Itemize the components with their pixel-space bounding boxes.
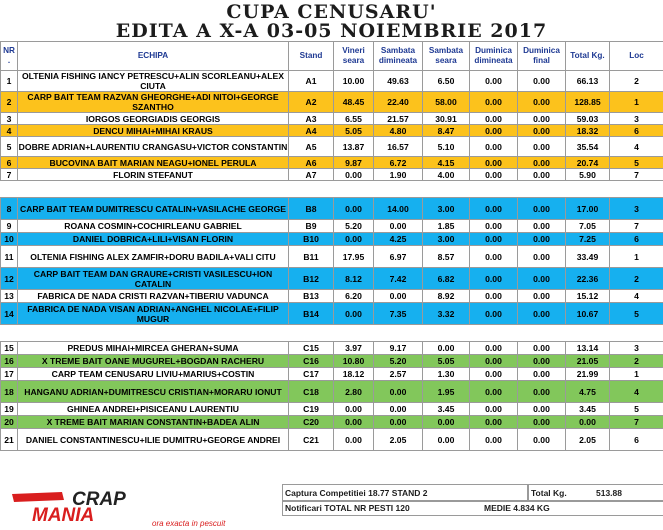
total-value: 513.88 xyxy=(596,488,622,498)
cell-duminica-dimineata: 0.00 xyxy=(470,403,518,416)
cell-loc: 5 xyxy=(610,157,663,169)
cell-total: 7.25 xyxy=(566,233,610,246)
crapmania-logo xyxy=(2,486,280,528)
cell-echipa: OLTENIA FISHING ALEX ZAMFIR+DORU BADILA+VALI CITU xyxy=(18,246,289,268)
cell-duminica-final: 0.00 xyxy=(518,342,566,355)
cell-duminica-dimineata: 0.00 xyxy=(470,416,518,429)
cell-total: 59.03 xyxy=(566,113,610,125)
cell-vineri: 9.87 xyxy=(334,157,374,169)
table-row xyxy=(1,303,663,325)
cell-sambata-dimineata: 2.57 xyxy=(374,368,423,381)
captura-value: 18.77 xyxy=(368,488,390,498)
cell-vineri: 3.97 xyxy=(334,342,374,355)
cell-duminica-dimineata: 0.00 xyxy=(470,290,518,303)
cell-stand: C17 xyxy=(289,368,334,381)
cell-stand: A4 xyxy=(289,125,334,137)
cell-total: 7.05 xyxy=(566,220,610,233)
cell-echipa: X TREME BAIT OANE MUGUREL+BOGDAN RACHERU xyxy=(18,355,289,368)
cell-echipa: GHINEA ANDREI+PISICEANU LAURENTIU xyxy=(18,403,289,416)
cell-total: 33.49 xyxy=(566,246,610,268)
cell-stand: A6 xyxy=(289,157,334,169)
cell-vineri: 6.20 xyxy=(334,290,374,303)
cell-sambata-seara: 3.00 xyxy=(423,198,470,220)
cell-sambata-seara: 0.00 xyxy=(423,342,470,355)
cell-duminica-final: 0.00 xyxy=(518,137,566,157)
cell-total: 35.54 xyxy=(566,137,610,157)
cell-stand: C19 xyxy=(289,403,334,416)
cell-duminica-dimineata: 0.00 xyxy=(470,268,518,290)
cell-vineri: 0.00 xyxy=(334,429,374,451)
cell-sambata-seara: 8.47 xyxy=(423,125,470,137)
cell-nr: 18 xyxy=(1,381,18,403)
cell-nr: 10 xyxy=(1,233,18,246)
cell-duminica-dimineata: 0.00 xyxy=(470,246,518,268)
cell-loc: 4 xyxy=(610,381,663,403)
cell-sambata-seara: 6.50 xyxy=(423,71,470,92)
cell-nr: 16 xyxy=(1,355,18,368)
cell-stand: A2 xyxy=(289,92,334,113)
cell-total: 0.00 xyxy=(566,416,610,429)
cell-nr: 6 xyxy=(1,157,18,169)
page-title: CUPA CENUSARU' xyxy=(226,1,437,23)
cell-echipa: ROANA COSMIN+COCHIRLEANU GABRIEL xyxy=(18,220,289,233)
cell-duminica-final: 0.00 xyxy=(518,157,566,169)
header-total: Total Kg. xyxy=(566,42,610,71)
table-row xyxy=(1,92,663,113)
cell-stand: A5 xyxy=(289,137,334,157)
cell-duminica-final: 0.00 xyxy=(518,169,566,181)
table-row xyxy=(1,342,663,355)
cell-sambata-dimineata: 6.72 xyxy=(374,157,423,169)
cell-loc: 3 xyxy=(610,113,663,125)
cell-nr: 15 xyxy=(1,342,18,355)
cell-nr: 7 xyxy=(1,169,18,181)
cell-nr: 9 xyxy=(1,220,18,233)
cell-vineri: 13.87 xyxy=(334,137,374,157)
cell-loc: 1 xyxy=(610,246,663,268)
cell-duminica-final: 0.00 xyxy=(518,125,566,137)
cell-total: 4.75 xyxy=(566,381,610,403)
cell-duminica-final: 0.00 xyxy=(518,416,566,429)
cell-loc: 6 xyxy=(610,233,663,246)
cell-loc: 3 xyxy=(610,198,663,220)
cell-vineri: 0.00 xyxy=(334,403,374,416)
table-row xyxy=(1,368,663,381)
cell-stand: C16 xyxy=(289,355,334,368)
cell-sambata-seara: 5.10 xyxy=(423,137,470,157)
cell-sambata-dimineata: 1.90 xyxy=(374,169,423,181)
table-row xyxy=(1,416,663,429)
cell-duminica-final: 0.00 xyxy=(518,113,566,125)
cell-vineri: 10.80 xyxy=(334,355,374,368)
cell-sambata-seara: 5.05 xyxy=(423,355,470,368)
cell-duminica-dimineata: 0.00 xyxy=(470,137,518,157)
cell-nr: 2 xyxy=(1,92,18,113)
cell-duminica-final: 0.00 xyxy=(518,381,566,403)
table-row xyxy=(1,71,663,92)
header-sambata-seara: Sambata seara xyxy=(423,42,470,71)
cell-sambata-dimineata: 49.63 xyxy=(374,71,423,92)
cell-sambata-dimineata: 21.57 xyxy=(374,113,423,125)
cell-vineri: 17.95 xyxy=(334,246,374,268)
cell-duminica-final: 0.00 xyxy=(518,429,566,451)
cell-stand: B12 xyxy=(289,268,334,290)
table-row xyxy=(1,233,663,246)
cell-echipa: FABRICA DE NADA CRISTI RAZVAN+TIBERIU VADUNCA xyxy=(18,290,289,303)
cell-vineri: 0.00 xyxy=(334,198,374,220)
cell-total: 13.14 xyxy=(566,342,610,355)
cell-stand: C21 xyxy=(289,429,334,451)
cell-vineri: 6.55 xyxy=(334,113,374,125)
cell-loc: 6 xyxy=(610,429,663,451)
cell-total: 2.05 xyxy=(566,429,610,451)
cell-sambata-seara: 0.00 xyxy=(423,416,470,429)
cell-duminica-dimineata: 0.00 xyxy=(470,368,518,381)
cell-vineri: 5.05 xyxy=(334,125,374,137)
captura-text xyxy=(285,488,428,498)
header-stand: Stand xyxy=(289,42,334,71)
cell-vineri: 48.45 xyxy=(334,92,374,113)
table-row xyxy=(1,113,663,125)
cell-total: 22.36 xyxy=(566,268,610,290)
cell-total: 10.67 xyxy=(566,303,610,325)
cell-sambata-dimineata: 0.00 xyxy=(374,381,423,403)
cell-nr: 1 xyxy=(1,71,18,92)
cell-stand: B11 xyxy=(289,246,334,268)
header-echipa: ECHIPA xyxy=(18,42,289,71)
cell-sambata-seara: 3.00 xyxy=(423,233,470,246)
header-row xyxy=(1,42,663,71)
table-row xyxy=(1,246,663,268)
header-sambata-dimineata: Sambata dimineata xyxy=(374,42,423,71)
cell-stand: B13 xyxy=(289,290,334,303)
cell-sambata-seara: 3.32 xyxy=(423,303,470,325)
cell-duminica-dimineata: 0.00 xyxy=(470,92,518,113)
cell-total: 66.13 xyxy=(566,71,610,92)
cell-sambata-dimineata: 22.40 xyxy=(374,92,423,113)
table-row xyxy=(1,381,663,403)
cell-duminica-dimineata: 0.00 xyxy=(470,429,518,451)
cell-total: 3.45 xyxy=(566,403,610,416)
notificari-label: Notificari TOTAL NR PESTI xyxy=(285,503,394,513)
table-row xyxy=(1,268,663,290)
captura-label: Captura Competitiei xyxy=(285,488,366,498)
notificari-value: 120 xyxy=(395,503,410,513)
cell-duminica-final: 0.00 xyxy=(518,220,566,233)
cell-sambata-dimineata: 6.97 xyxy=(374,246,423,268)
header-duminica-dimineata: Duminica dimineata xyxy=(470,42,518,71)
cell-duminica-dimineata: 0.00 xyxy=(470,71,518,92)
separator-row xyxy=(1,325,663,342)
total-label: Total Kg. xyxy=(531,488,567,498)
medie-label: MEDIE xyxy=(484,503,511,513)
results-table xyxy=(0,41,663,451)
cell-duminica-dimineata: 0.00 xyxy=(470,125,518,137)
cell-duminica-final: 0.00 xyxy=(518,403,566,416)
cell-nr: 12 xyxy=(1,268,18,290)
cell-echipa: CARP TEAM CENUSARU LIVIU+MARIUS+COSTIN xyxy=(18,368,289,381)
cell-duminica-final: 0.00 xyxy=(518,368,566,381)
cell-sambata-dimineata: 5.20 xyxy=(374,355,423,368)
table-row xyxy=(1,169,663,181)
cell-vineri: 5.20 xyxy=(334,220,374,233)
cell-nr: 19 xyxy=(1,403,18,416)
cell-stand: A3 xyxy=(289,113,334,125)
cell-echipa: FLORIN STEFANUT xyxy=(18,169,289,181)
cell-stand: A7 xyxy=(289,169,334,181)
cell-sambata-dimineata: 7.42 xyxy=(374,268,423,290)
cell-sambata-seara: 8.57 xyxy=(423,246,470,268)
cell-sambata-seara: 8.92 xyxy=(423,290,470,303)
logo-tagline: ora exacta in pescuit xyxy=(152,519,226,528)
cell-nr: 3 xyxy=(1,113,18,125)
cell-vineri: 18.12 xyxy=(334,368,374,381)
cell-loc: 4 xyxy=(610,290,663,303)
header-duminica-final: Duminica final xyxy=(518,42,566,71)
cell-duminica-dimineata: 0.00 xyxy=(470,381,518,403)
cell-sambata-seara: 4.15 xyxy=(423,157,470,169)
cell-loc: 7 xyxy=(610,169,663,181)
cell-loc: 2 xyxy=(610,355,663,368)
cell-total: 128.85 xyxy=(566,92,610,113)
notificari-text xyxy=(285,503,410,513)
cell-total: 15.12 xyxy=(566,290,610,303)
cell-echipa: DENCU MIHAI+MIHAI KRAUS xyxy=(18,125,289,137)
cell-nr: 4 xyxy=(1,125,18,137)
cell-total: 17.00 xyxy=(566,198,610,220)
cell-duminica-dimineata: 0.00 xyxy=(470,198,518,220)
cell-sambata-dimineata: 0.00 xyxy=(374,403,423,416)
cell-loc: 7 xyxy=(610,220,663,233)
table-row xyxy=(1,429,663,451)
separator-cell xyxy=(1,181,663,198)
table-row xyxy=(1,403,663,416)
logo-line2: MANIA xyxy=(32,505,95,526)
cell-vineri: 10.00 xyxy=(334,71,374,92)
cell-vineri: 2.80 xyxy=(334,381,374,403)
cell-echipa: X TREME BAIT MARIAN CONSTANTIN+BADEA ALIN xyxy=(18,416,289,429)
cell-echipa: PREDUS MIHAI+MIRCEA GHERAN+SUMA xyxy=(18,342,289,355)
cell-vineri: 0.00 xyxy=(334,169,374,181)
cell-echipa: DOBRE ADRIAN+LAURENTIU CRANGASU+VICTOR CONSTANTIN xyxy=(18,137,289,157)
cell-vineri: 0.00 xyxy=(334,416,374,429)
cell-total: 20.74 xyxy=(566,157,610,169)
cell-nr: 20 xyxy=(1,416,18,429)
logo-line1: CRAP xyxy=(72,489,126,510)
footer xyxy=(0,484,663,530)
cell-nr: 17 xyxy=(1,368,18,381)
cell-sambata-dimineata: 7.35 xyxy=(374,303,423,325)
cell-echipa: DANIEL DOBRICA+LILI+VISAN FLORIN xyxy=(18,233,289,246)
cell-echipa: BUCOVINA BAIT MARIAN NEAGU+IONEL PERULA xyxy=(18,157,289,169)
table-row xyxy=(1,290,663,303)
cell-nr: 21 xyxy=(1,429,18,451)
cell-nr: 13 xyxy=(1,290,18,303)
cell-stand: B9 xyxy=(289,220,334,233)
table-row xyxy=(1,220,663,233)
cell-sambata-dimineata: 0.00 xyxy=(374,220,423,233)
cell-sambata-seara: 3.45 xyxy=(423,403,470,416)
cell-duminica-final: 0.00 xyxy=(518,303,566,325)
cell-sambata-seara: 0.00 xyxy=(423,429,470,451)
cell-total: 5.90 xyxy=(566,169,610,181)
cell-echipa: DANIEL CONSTANTINESCU+ILIE DUMITRU+GEORGE ANDREI xyxy=(18,429,289,451)
header-loc: Loc xyxy=(610,42,663,71)
cell-loc: 2 xyxy=(610,71,663,92)
cell-duminica-dimineata: 0.00 xyxy=(470,233,518,246)
cell-loc: 7 xyxy=(610,416,663,429)
cell-nr: 5 xyxy=(1,137,18,157)
cell-loc: 5 xyxy=(610,303,663,325)
cell-sambata-seara: 1.30 xyxy=(423,368,470,381)
table-row xyxy=(1,125,663,137)
cell-stand: B10 xyxy=(289,233,334,246)
cell-loc: 1 xyxy=(610,92,663,113)
cell-echipa: FABRICA DE NADA VISAN ADRIAN+ANGHEL NICOLAE+FILIP MUGUR xyxy=(18,303,289,325)
cell-sambata-dimineata: 14.00 xyxy=(374,198,423,220)
cell-loc: 3 xyxy=(610,342,663,355)
cell-nr: 8 xyxy=(1,198,18,220)
cell-duminica-dimineata: 0.00 xyxy=(470,157,518,169)
cell-duminica-dimineata: 0.00 xyxy=(470,355,518,368)
cell-total: 21.05 xyxy=(566,355,610,368)
cell-stand: A1 xyxy=(289,71,334,92)
cell-vineri: 0.00 xyxy=(334,233,374,246)
cell-vineri: 8.12 xyxy=(334,268,374,290)
cell-duminica-dimineata: 0.00 xyxy=(470,220,518,233)
cell-sambata-dimineata: 4.80 xyxy=(374,125,423,137)
cell-loc: 6 xyxy=(610,125,663,137)
cell-sambata-seara: 6.82 xyxy=(423,268,470,290)
cell-sambata-dimineata: 4.25 xyxy=(374,233,423,246)
cell-sambata-dimineata: 9.17 xyxy=(374,342,423,355)
cell-sambata-seara: 58.00 xyxy=(423,92,470,113)
cell-loc: 5 xyxy=(610,403,663,416)
cell-loc: 4 xyxy=(610,137,663,157)
cell-sambata-seara: 1.85 xyxy=(423,220,470,233)
cell-total: 18.32 xyxy=(566,125,610,137)
cell-sambata-seara: 1.95 xyxy=(423,381,470,403)
header-vineri: Vineri seara xyxy=(334,42,374,71)
separator-row xyxy=(1,181,663,198)
medie-text xyxy=(484,503,550,513)
cell-duminica-final: 0.00 xyxy=(518,198,566,220)
cell-duminica-final: 0.00 xyxy=(518,290,566,303)
cell-vineri: 0.00 xyxy=(334,303,374,325)
cell-stand: C15 xyxy=(289,342,334,355)
medie-value: 4.834 KG xyxy=(513,503,550,513)
cell-stand: C20 xyxy=(289,416,334,429)
cell-echipa: CARP BAIT TEAM RAZVAN GHEORGHE+ADI NITOI+GEORGE SZANTHO xyxy=(18,92,289,113)
cell-duminica-dimineata: 0.00 xyxy=(470,342,518,355)
cell-stand: B14 xyxy=(289,303,334,325)
cell-sambata-dimineata: 0.00 xyxy=(374,416,423,429)
captura-stand: STAND 2 xyxy=(391,488,428,498)
table-row xyxy=(1,355,663,368)
cell-sambata-dimineata: 2.05 xyxy=(374,429,423,451)
cell-duminica-final: 0.00 xyxy=(518,71,566,92)
cell-echipa: HANGANU ADRIAN+DUMITRESCU CRISTIAN+MORARU IONUT xyxy=(18,381,289,403)
table-row xyxy=(1,157,663,169)
separator-cell xyxy=(1,325,663,342)
cell-sambata-dimineata: 0.00 xyxy=(374,290,423,303)
cell-duminica-dimineata: 0.00 xyxy=(470,303,518,325)
table-row xyxy=(1,137,663,157)
cell-duminica-dimineata: 0.00 xyxy=(470,113,518,125)
cell-nr: 11 xyxy=(1,246,18,268)
cell-duminica-final: 0.00 xyxy=(518,268,566,290)
cell-duminica-final: 0.00 xyxy=(518,246,566,268)
header-nr: NR . xyxy=(1,42,18,71)
cell-echipa: OLTENIA FISHING IANCY PETRESCU+ALIN SCORLEANU+ALEX CIUTA xyxy=(18,71,289,92)
cell-sambata-seara: 30.91 xyxy=(423,113,470,125)
page-subtitle: EDITA A X-A 03-05 NOIEMBRIE 2017 xyxy=(115,20,548,42)
cell-nr: 14 xyxy=(1,303,18,325)
cell-total: 21.99 xyxy=(566,368,610,381)
cell-echipa: CARP BAIT TEAM DUMITRESCU CATALIN+VASILACHE GEORGE xyxy=(18,198,289,220)
cell-stand: C18 xyxy=(289,381,334,403)
cell-duminica-final: 0.00 xyxy=(518,92,566,113)
cell-sambata-seara: 4.00 xyxy=(423,169,470,181)
cell-duminica-dimineata: 0.00 xyxy=(470,169,518,181)
table-row xyxy=(1,198,663,220)
cell-sambata-dimineata: 16.57 xyxy=(374,137,423,157)
cell-loc: 1 xyxy=(610,368,663,381)
cell-echipa: IORGOS GEORGIADIS GEORGIS xyxy=(18,113,289,125)
cell-loc: 2 xyxy=(610,268,663,290)
cell-echipa: CARP BAIT TEAM DAN GRAURE+CRISTI VASILESCU+ION CATALIN xyxy=(18,268,289,290)
cell-stand: B8 xyxy=(289,198,334,220)
cell-duminica-final: 0.00 xyxy=(518,355,566,368)
cell-duminica-final: 0.00 xyxy=(518,233,566,246)
